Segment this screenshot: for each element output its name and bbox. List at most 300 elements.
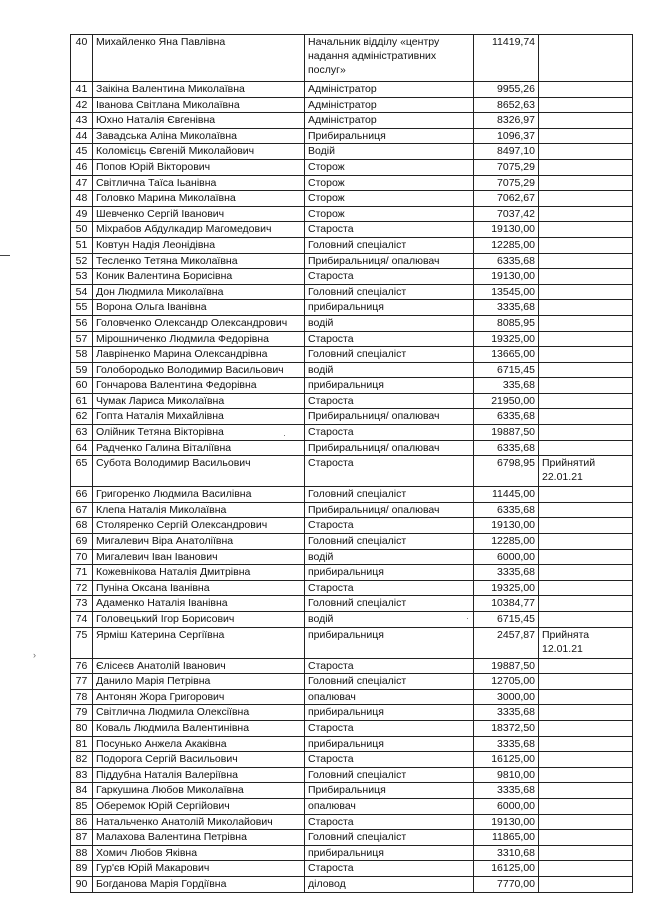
position-cell: Головний спеціаліст bbox=[305, 487, 474, 503]
position-cell: прибиральниця bbox=[305, 565, 474, 581]
table-row bbox=[71, 284, 633, 300]
row-number-cell: 86 bbox=[71, 814, 93, 830]
table-row bbox=[71, 362, 633, 378]
table-row bbox=[71, 175, 633, 191]
salary-cell: 11445,00 bbox=[474, 487, 539, 503]
note-cell bbox=[539, 269, 633, 285]
position-cell: прибиральниця bbox=[305, 300, 474, 316]
table-row bbox=[71, 658, 633, 674]
position-cell: Староста bbox=[305, 393, 474, 409]
salary-cell: 3310,68 bbox=[474, 845, 539, 861]
salary-cell: 16125,00 bbox=[474, 861, 539, 877]
note-cell bbox=[539, 596, 633, 612]
employee-name-cell: Оберемок Юрій Сергійович bbox=[93, 798, 305, 814]
table-body bbox=[71, 35, 633, 893]
salary-cell: 6798,95 bbox=[474, 456, 539, 487]
note-cell bbox=[539, 393, 633, 409]
row-number-cell: 58 bbox=[71, 347, 93, 363]
note-cell bbox=[539, 798, 633, 814]
employee-name-cell: Коник Валентина Борисівна bbox=[93, 269, 305, 285]
position-cell: Староста bbox=[305, 425, 474, 441]
row-number-cell: 46 bbox=[71, 159, 93, 175]
salary-cell: 6000,00 bbox=[474, 798, 539, 814]
margin-mark bbox=[0, 255, 10, 256]
row-number-cell: 41 bbox=[71, 82, 93, 98]
row-number-cell: 70 bbox=[71, 549, 93, 565]
table-row bbox=[71, 720, 633, 736]
table-row bbox=[71, 767, 633, 783]
employee-name-cell: Головецький Ігор Борисович bbox=[93, 612, 305, 628]
salary-cell: 19130,00 bbox=[474, 222, 539, 238]
table-row bbox=[71, 331, 633, 347]
position-cell: Начальник відділу «центру надання адміністративних послуг» bbox=[305, 35, 474, 82]
row-number-cell: 77 bbox=[71, 674, 93, 690]
row-number-cell: 53 bbox=[71, 269, 93, 285]
position-cell: Прибиральниця/ опалювач bbox=[305, 440, 474, 456]
position-cell: Староста bbox=[305, 331, 474, 347]
row-number-cell: 76 bbox=[71, 658, 93, 674]
note-cell bbox=[539, 767, 633, 783]
employee-name-cell: Єлісеєв Анатолій Іванович bbox=[93, 658, 305, 674]
table-row bbox=[71, 580, 633, 596]
table-row bbox=[71, 35, 633, 82]
position-cell: Адміністратор bbox=[305, 97, 474, 113]
employee-name-cell: Клепа Наталія Миколаївна bbox=[93, 502, 305, 518]
row-number-cell: 65 bbox=[71, 456, 93, 487]
row-number-cell: 49 bbox=[71, 206, 93, 222]
employee-name-cell: Ворона Ольга Іванівна bbox=[93, 300, 305, 316]
position-cell: Водій bbox=[305, 144, 474, 160]
salary-cell: 3335,68 bbox=[474, 736, 539, 752]
employee-name-cell: Ковтун Надія Леонідівна bbox=[93, 237, 305, 253]
row-number-cell: 69 bbox=[71, 534, 93, 550]
salary-cell: 12705,00 bbox=[474, 674, 539, 690]
position-cell: Головний спеціаліст bbox=[305, 767, 474, 783]
employee-name-cell: Субота Володимир Васильович bbox=[93, 456, 305, 487]
note-cell bbox=[539, 144, 633, 160]
position-cell: Головний спеціаліст bbox=[305, 534, 474, 550]
position-cell: Прибиральниця/ опалювач bbox=[305, 253, 474, 269]
employee-name-cell: Олійник Тетяна Вікторівна bbox=[93, 425, 305, 441]
row-number-cell: 48 bbox=[71, 191, 93, 207]
salary-cell: 19325,00 bbox=[474, 331, 539, 347]
table-row bbox=[71, 456, 633, 487]
table-row bbox=[71, 253, 633, 269]
table-row bbox=[71, 565, 633, 581]
note-cell bbox=[539, 658, 633, 674]
note-cell bbox=[539, 206, 633, 222]
salary-cell: 8326,97 bbox=[474, 113, 539, 129]
position-cell: діловод bbox=[305, 876, 474, 892]
note-cell bbox=[539, 534, 633, 550]
salary-cell: 13545,00 bbox=[474, 284, 539, 300]
salary-cell: 335,68 bbox=[474, 378, 539, 394]
employee-name-cell: Піддубна Наталія Валеріївна bbox=[93, 767, 305, 783]
table-row bbox=[71, 409, 633, 425]
table-row bbox=[71, 612, 633, 628]
table-row bbox=[71, 705, 633, 721]
salary-cell: 3335,68 bbox=[474, 565, 539, 581]
table-row bbox=[71, 191, 633, 207]
note-cell bbox=[539, 378, 633, 394]
row-number-cell: 74 bbox=[71, 612, 93, 628]
position-cell: Староста bbox=[305, 518, 474, 534]
table-row bbox=[71, 97, 633, 113]
table-row bbox=[71, 315, 633, 331]
row-number-cell: 64 bbox=[71, 440, 93, 456]
salary-cell: 1096,37 bbox=[474, 128, 539, 144]
salary-cell: 3335,68 bbox=[474, 705, 539, 721]
row-number-cell: 54 bbox=[71, 284, 93, 300]
salary-cell: 7062,67 bbox=[474, 191, 539, 207]
row-number-cell: 81 bbox=[71, 736, 93, 752]
note-cell bbox=[539, 674, 633, 690]
note-cell bbox=[539, 237, 633, 253]
note-cell bbox=[539, 347, 633, 363]
table-row bbox=[71, 113, 633, 129]
position-cell: Головний спеціаліст bbox=[305, 674, 474, 690]
position-cell: Сторож bbox=[305, 206, 474, 222]
employee-name-cell: Мигалевич Віра Анатоліївна bbox=[93, 534, 305, 550]
position-cell: Староста bbox=[305, 269, 474, 285]
salary-cell: 8652,63 bbox=[474, 97, 539, 113]
salary-cell: 6335,68 bbox=[474, 502, 539, 518]
note-cell bbox=[539, 175, 633, 191]
salary-cell: 6335,68 bbox=[474, 409, 539, 425]
note-cell bbox=[539, 425, 633, 441]
row-number-cell: 82 bbox=[71, 752, 93, 768]
table-row bbox=[71, 830, 633, 846]
salary-cell: 10384,77 bbox=[474, 596, 539, 612]
staff-salary-table bbox=[70, 34, 633, 893]
salary-cell: 6335,68 bbox=[474, 253, 539, 269]
salary-cell: 8085,95 bbox=[474, 315, 539, 331]
salary-cell: 7075,29 bbox=[474, 159, 539, 175]
employee-name-cell: Натальченко Анатолій Миколайович bbox=[93, 814, 305, 830]
position-cell: Адміністратор bbox=[305, 82, 474, 98]
employee-name-cell: Голобородько Володимир Васильович bbox=[93, 362, 305, 378]
salary-cell: 6715,45 bbox=[474, 612, 539, 628]
employee-name-cell: Пуніна Оксана Іванівна bbox=[93, 580, 305, 596]
note-cell bbox=[539, 720, 633, 736]
employee-name-cell: Міхрабов Абдулкадир Магомедович bbox=[93, 222, 305, 238]
employee-name-cell: Дон Людмила Миколаївна bbox=[93, 284, 305, 300]
table-row bbox=[71, 82, 633, 98]
employee-name-cell: Головко Марина Миколаївна bbox=[93, 191, 305, 207]
row-number-cell: 43 bbox=[71, 113, 93, 129]
salary-cell: 7770,00 bbox=[474, 876, 539, 892]
note-cell bbox=[539, 440, 633, 456]
position-cell: водій bbox=[305, 315, 474, 331]
row-number-cell: 75 bbox=[71, 627, 93, 658]
salary-cell: 19325,00 bbox=[474, 580, 539, 596]
salary-cell: 11419,74 bbox=[474, 35, 539, 82]
position-cell: прибиральниця bbox=[305, 378, 474, 394]
employee-name-cell: Ярміш Катерина Сергіївна bbox=[93, 627, 305, 658]
position-cell: Староста bbox=[305, 222, 474, 238]
note-cell bbox=[539, 549, 633, 565]
employee-name-cell: Радченко Галина Віталіївна bbox=[93, 440, 305, 456]
position-cell: Староста bbox=[305, 580, 474, 596]
employee-name-cell: Тесленко Тетяна Миколаївна bbox=[93, 253, 305, 269]
row-number-cell: 71 bbox=[71, 565, 93, 581]
salary-cell: 9955,26 bbox=[474, 82, 539, 98]
row-number-cell: 88 bbox=[71, 845, 93, 861]
position-cell: Сторож bbox=[305, 159, 474, 175]
note-cell: Прийнята 12.01.21 bbox=[539, 627, 633, 658]
table-row bbox=[71, 534, 633, 550]
salary-cell: 9810,00 bbox=[474, 767, 539, 783]
row-number-cell: 90 bbox=[71, 876, 93, 892]
employee-name-cell: Подорога Сергій Васильович bbox=[93, 752, 305, 768]
table-row bbox=[71, 502, 633, 518]
salary-cell: 19887,50 bbox=[474, 425, 539, 441]
row-number-cell: 47 bbox=[71, 175, 93, 191]
salary-cell: 3000,00 bbox=[474, 689, 539, 705]
note-cell: Прийнятий 22.01.21 bbox=[539, 456, 633, 487]
salary-cell: 6715,45 bbox=[474, 362, 539, 378]
note-cell bbox=[539, 362, 633, 378]
employee-name-cell: Мірошниченко Людмила Федорівна bbox=[93, 331, 305, 347]
row-number-cell: 73 bbox=[71, 596, 93, 612]
note-cell bbox=[539, 845, 633, 861]
row-number-cell: 84 bbox=[71, 783, 93, 799]
note-cell bbox=[539, 97, 633, 113]
table-row bbox=[71, 222, 633, 238]
note-cell bbox=[539, 331, 633, 347]
note-cell bbox=[539, 35, 633, 82]
row-number-cell: 52 bbox=[71, 253, 93, 269]
salary-cell: 3335,68 bbox=[474, 300, 539, 316]
position-cell: Головний спеціаліст bbox=[305, 347, 474, 363]
row-number-cell: 83 bbox=[71, 767, 93, 783]
note-cell bbox=[539, 565, 633, 581]
row-number-cell: 40 bbox=[71, 35, 93, 82]
salary-cell: 21950,00 bbox=[474, 393, 539, 409]
note-cell bbox=[539, 113, 633, 129]
note-cell bbox=[539, 300, 633, 316]
position-cell: Головний спеціаліст bbox=[305, 596, 474, 612]
note-cell bbox=[539, 518, 633, 534]
note-cell bbox=[539, 752, 633, 768]
salary-cell: 7037,42 bbox=[474, 206, 539, 222]
row-number-cell: 80 bbox=[71, 720, 93, 736]
note-cell bbox=[539, 409, 633, 425]
position-cell: Староста bbox=[305, 752, 474, 768]
table-row bbox=[71, 269, 633, 285]
employee-name-cell: Богданова Марія Гордіївна bbox=[93, 876, 305, 892]
employee-name-cell: Григоренко Людмила Василівна bbox=[93, 487, 305, 503]
position-cell: Адміністратор bbox=[305, 113, 474, 129]
position-cell: Прибиральниця bbox=[305, 128, 474, 144]
position-cell: Головний спеціаліст bbox=[305, 237, 474, 253]
position-cell: прибиральниця bbox=[305, 627, 474, 658]
position-cell: Головний спеціаліст bbox=[305, 284, 474, 300]
table-row bbox=[71, 300, 633, 316]
employee-name-cell: Коломієць Євгеній Миколайович bbox=[93, 144, 305, 160]
salary-cell: 6335,68 bbox=[474, 440, 539, 456]
note-cell bbox=[539, 689, 633, 705]
row-number-cell: 87 bbox=[71, 830, 93, 846]
employee-name-cell: Юхно Наталія Євгенівна bbox=[93, 113, 305, 129]
row-number-cell: 44 bbox=[71, 128, 93, 144]
row-number-cell: 89 bbox=[71, 861, 93, 877]
employee-name-cell: Антонян Жора Григорович bbox=[93, 689, 305, 705]
table-row bbox=[71, 814, 633, 830]
employee-name-cell: Мигалевич Іван Іванович bbox=[93, 549, 305, 565]
table-row bbox=[71, 206, 633, 222]
table-row bbox=[71, 440, 633, 456]
note-cell bbox=[539, 783, 633, 799]
row-number-cell: 62 bbox=[71, 409, 93, 425]
table-row bbox=[71, 736, 633, 752]
table-row bbox=[71, 752, 633, 768]
salary-cell: 6000,00 bbox=[474, 549, 539, 565]
table-row bbox=[71, 876, 633, 892]
salary-cell: 2457,87 bbox=[474, 627, 539, 658]
position-cell: Староста bbox=[305, 456, 474, 487]
position-cell: Головний спеціаліст bbox=[305, 830, 474, 846]
row-number-cell: 61 bbox=[71, 393, 93, 409]
salary-cell: 11865,00 bbox=[474, 830, 539, 846]
employee-name-cell: Світлична Таїса Іьанівна bbox=[93, 175, 305, 191]
position-cell: Староста bbox=[305, 814, 474, 830]
table-row bbox=[71, 674, 633, 690]
note-cell bbox=[539, 502, 633, 518]
row-number-cell: 60 bbox=[71, 378, 93, 394]
table-row bbox=[71, 549, 633, 565]
table-row bbox=[71, 689, 633, 705]
row-number-cell: 79 bbox=[71, 705, 93, 721]
position-cell: Сторож bbox=[305, 191, 474, 207]
scan-speck: › bbox=[33, 650, 36, 660]
employee-name-cell: Хомич Любов Яківна bbox=[93, 845, 305, 861]
employee-name-cell: Гаркушина Любов Миколаївна bbox=[93, 783, 305, 799]
employee-name-cell: Заікіна Валентина Миколаївна bbox=[93, 82, 305, 98]
position-cell: Прибиральниця/ опалювач bbox=[305, 409, 474, 425]
employee-name-cell: Гончарова Валентина Федорівна bbox=[93, 378, 305, 394]
note-cell bbox=[539, 736, 633, 752]
row-number-cell: 50 bbox=[71, 222, 93, 238]
table-row bbox=[71, 347, 633, 363]
scan-speck: · bbox=[283, 430, 286, 440]
note-cell bbox=[539, 830, 633, 846]
employee-name-cell: Гур'єв Юрій Макарович bbox=[93, 861, 305, 877]
table-row bbox=[71, 237, 633, 253]
position-cell: Сторож bbox=[305, 175, 474, 191]
note-cell bbox=[539, 191, 633, 207]
position-cell: Прибиральниця/ опалювач bbox=[305, 502, 474, 518]
position-cell: прибиральниця bbox=[305, 705, 474, 721]
table-row bbox=[71, 159, 633, 175]
row-number-cell: 85 bbox=[71, 798, 93, 814]
position-cell: Староста bbox=[305, 861, 474, 877]
employee-name-cell: Іванова Світлана Миколаївна bbox=[93, 97, 305, 113]
position-cell: опалювач bbox=[305, 689, 474, 705]
position-cell: водій bbox=[305, 612, 474, 628]
table-row bbox=[71, 861, 633, 877]
employee-name-cell: Лавріненко Марина Олександрівна bbox=[93, 347, 305, 363]
position-cell: Староста bbox=[305, 658, 474, 674]
salary-cell: 13665,00 bbox=[474, 347, 539, 363]
table-row bbox=[71, 518, 633, 534]
employee-name-cell: Попов Юрій Вікторович bbox=[93, 159, 305, 175]
table-row bbox=[71, 378, 633, 394]
salary-cell: 19887,50 bbox=[474, 658, 539, 674]
table-row bbox=[71, 144, 633, 160]
table-row bbox=[71, 393, 633, 409]
note-cell bbox=[539, 580, 633, 596]
position-cell: Староста bbox=[305, 720, 474, 736]
row-number-cell: 63 bbox=[71, 425, 93, 441]
table-row bbox=[71, 783, 633, 799]
table-row bbox=[71, 798, 633, 814]
note-cell bbox=[539, 315, 633, 331]
salary-cell: 18372,50 bbox=[474, 720, 539, 736]
row-number-cell: 56 bbox=[71, 315, 93, 331]
row-number-cell: 66 bbox=[71, 487, 93, 503]
note-cell bbox=[539, 222, 633, 238]
note-cell bbox=[539, 159, 633, 175]
note-cell bbox=[539, 861, 633, 877]
employee-name-cell: Кожевнікова Наталія Дмитрівна bbox=[93, 565, 305, 581]
note-cell bbox=[539, 82, 633, 98]
row-number-cell: 78 bbox=[71, 689, 93, 705]
salary-cell: 12285,00 bbox=[474, 534, 539, 550]
salary-cell: 12285,00 bbox=[474, 237, 539, 253]
note-cell bbox=[539, 876, 633, 892]
employee-name-cell: Данило Марія Петрівна bbox=[93, 674, 305, 690]
employee-name-cell: Чумак Лариса Миколаївна bbox=[93, 393, 305, 409]
row-number-cell: 42 bbox=[71, 97, 93, 113]
employee-name-cell: Коваль Людмила Валентинівна bbox=[93, 720, 305, 736]
salary-cell: 16125,00 bbox=[474, 752, 539, 768]
position-cell: Прибиральниця bbox=[305, 783, 474, 799]
position-cell: прибиральниця bbox=[305, 845, 474, 861]
employee-name-cell: Головченко Олександр Олександрович bbox=[93, 315, 305, 331]
scan-speck: · bbox=[466, 613, 469, 623]
table-row bbox=[71, 596, 633, 612]
salary-cell: 3335,68 bbox=[474, 783, 539, 799]
employee-name-cell: Адаменко Наталія Іванівна bbox=[93, 596, 305, 612]
note-cell bbox=[539, 814, 633, 830]
employee-name-cell: Шевченко Сергій Іванович bbox=[93, 206, 305, 222]
row-number-cell: 72 bbox=[71, 580, 93, 596]
employee-name-cell: Посунько Анжела Акаківна bbox=[93, 736, 305, 752]
employee-name-cell: Михайленко Яна Павлівна bbox=[93, 35, 305, 82]
position-cell: опалювач bbox=[305, 798, 474, 814]
salary-cell: 19130,00 bbox=[474, 269, 539, 285]
note-cell bbox=[539, 612, 633, 628]
row-number-cell: 67 bbox=[71, 502, 93, 518]
position-cell: водій bbox=[305, 362, 474, 378]
note-cell bbox=[539, 487, 633, 503]
employee-name-cell: Світлична Людмила Олексіївна bbox=[93, 705, 305, 721]
salary-cell: 19130,00 bbox=[474, 518, 539, 534]
row-number-cell: 55 bbox=[71, 300, 93, 316]
employee-name-cell: Малахова Валентина Петрівна bbox=[93, 830, 305, 846]
note-cell bbox=[539, 284, 633, 300]
table-row bbox=[71, 128, 633, 144]
row-number-cell: 51 bbox=[71, 237, 93, 253]
employee-name-cell: Завадська Аліна Миколаївна bbox=[93, 128, 305, 144]
salary-cell: 19130,00 bbox=[474, 814, 539, 830]
row-number-cell: 59 bbox=[71, 362, 93, 378]
row-number-cell: 68 bbox=[71, 518, 93, 534]
position-cell: водій bbox=[305, 549, 474, 565]
row-number-cell: 45 bbox=[71, 144, 93, 160]
salary-cell: 8497,10 bbox=[474, 144, 539, 160]
